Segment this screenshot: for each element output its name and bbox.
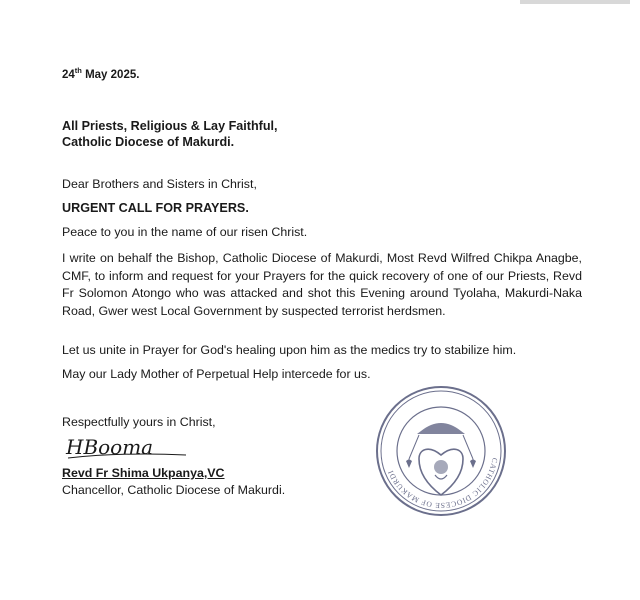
letter-date: 24th May 2025. (62, 66, 140, 81)
address-line-1: All Priests, Religious & Lay Faithful, (62, 119, 278, 133)
closing: Respectfully yours in Christ, (62, 415, 216, 429)
salutation: Dear Brothers and Sisters in Christ, (62, 177, 257, 191)
address-line-2: Catholic Diocese of Makurdi. (62, 135, 235, 149)
prayer-paragraph: Let us unite in Prayer for God's healing upon him as the medics try to stabilize him. (62, 343, 517, 357)
seal-text: CATHOLIC DIOCESE OF MAKURDI (385, 457, 500, 511)
top-edge-artifact (520, 0, 630, 4)
body-paragraph: I write on behalf the Bishop, Catholic Diocese of Makurdi, Most Revd Wilfred Chikpa Anagbe, CMF, to inform and request for your Prayers for the quick recovery of one of our Priests, Revd Fr Solomon Atongo who was attacked and shot this Evening around Tyolaha, Makurdi-Naka Road, Gwer west Local Government by suspected terrorist herdsmen. (62, 251, 582, 318)
signer-title: Chancellor, Catholic Diocese of Makurdi. (62, 483, 286, 497)
recipient-address (62, 118, 278, 150)
greeting: Peace to you in the name of our risen Christ. (62, 225, 308, 239)
signature (62, 432, 192, 462)
signature-text: HBooma (66, 435, 154, 459)
signer-name: Revd Fr Shima Ukpanya,VC (62, 466, 225, 480)
intercession-line: May our Lady Mother of Perpetual Help intercede for us. (62, 367, 371, 381)
subject-heading: URGENT CALL FOR PRAYERS. (62, 201, 249, 215)
diocese-seal (373, 383, 509, 519)
